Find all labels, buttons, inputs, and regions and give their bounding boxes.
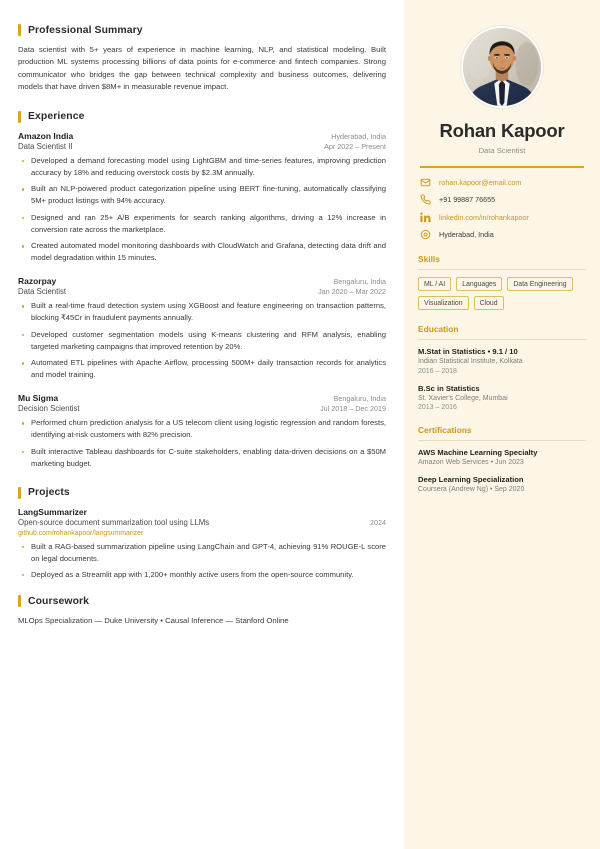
sidebar-section-education bbox=[418, 324, 586, 411]
list-item: Performed churn prediction analysis for a US telecom client using logistic regression and random forests, identifying at-risk customers with 82% precision. bbox=[18, 417, 386, 441]
job-dates: Jan 2020 – Mar 2022 bbox=[318, 287, 386, 297]
experience-item bbox=[18, 276, 386, 381]
skill-tag[interactable]: Data Engineering bbox=[507, 277, 572, 291]
sidebar-section-title: Certifications bbox=[418, 425, 472, 436]
list-item: Developed a demand forecasting model using LightGBM and time-series features, improving prediction accuracy by 18% and reducing overstock costs by $2.3M annually. bbox=[18, 155, 386, 179]
list-item: Built a RAG-based summarization pipeline using LangChain and GPT-4, achieving 91% ROUGE-L score on legal documents. bbox=[18, 541, 386, 565]
education-item bbox=[418, 347, 586, 375]
contact-location-text: Hyderabad, India bbox=[439, 230, 494, 240]
experience-header bbox=[18, 131, 386, 141]
list-item: Deployed as a Streamlit app with 1,200+ monthly active users from the open-source community. bbox=[18, 569, 386, 581]
education-years: 2016 – 2018 bbox=[418, 367, 457, 375]
section-experience bbox=[18, 111, 386, 470]
certification-item bbox=[418, 448, 586, 466]
job-title: Data Scientist II bbox=[18, 141, 73, 151]
skill-tag[interactable]: Visualization bbox=[418, 296, 469, 310]
project-year: 2024 bbox=[370, 517, 386, 527]
experience-header bbox=[18, 393, 386, 403]
contact-phone-text: +91 99887 76655 bbox=[439, 195, 496, 205]
experience-item bbox=[18, 131, 386, 264]
section-header bbox=[18, 24, 386, 36]
experience-subheader bbox=[18, 287, 386, 296]
sidebar-section-certifications bbox=[418, 425, 586, 493]
list-item: Built an NLP-powered product categorization pipeline using BERT fine-tuning, automatically classifying 5M+ product listings with 94% accuracy. bbox=[18, 183, 386, 207]
experience-subheader bbox=[18, 142, 386, 151]
sidebar-section-title: Skills bbox=[418, 254, 440, 265]
certification-meta: Amazon Web Services • Jun 2023 bbox=[418, 459, 524, 467]
section-title: Projects bbox=[28, 487, 70, 499]
experience-item bbox=[18, 393, 386, 469]
job-title: Decision Scientist bbox=[18, 404, 80, 414]
job-subtitle: Data Scientist bbox=[478, 146, 526, 155]
certification-name: Deep Learning Specialization bbox=[418, 475, 524, 485]
divider bbox=[420, 166, 584, 168]
certification-item bbox=[418, 475, 586, 493]
section-projects bbox=[18, 487, 386, 581]
section-header bbox=[18, 111, 386, 123]
contact-item-email[interactable] bbox=[418, 177, 586, 188]
page-title: Rohan Kapoor bbox=[439, 120, 565, 141]
sidebar-section-skills bbox=[418, 254, 586, 310]
list-item: Created automated model monitoring dashboards with CloudWatch and Grafana, detecting data drift and model degradation within 15 minutes. bbox=[18, 240, 386, 264]
phone-icon bbox=[420, 194, 431, 205]
sidebar-section-title: Education bbox=[418, 324, 459, 335]
degree-name: M.Stat in Statistics • 9.1 / 10 bbox=[418, 347, 518, 357]
list-item: Designed and ran 25+ A/B experiments for search ranking algorithms, driving a 12% increase in conversion rate across the marketplace. bbox=[18, 212, 386, 236]
section-title: Coursework bbox=[28, 595, 90, 607]
school-name: Indian Statistical Institute, Kolkata bbox=[418, 358, 523, 366]
section-title: Professional Summary bbox=[28, 24, 143, 36]
sidebar bbox=[404, 0, 600, 849]
project-item bbox=[18, 507, 386, 581]
achievement-list bbox=[18, 155, 386, 264]
avatar bbox=[461, 26, 543, 108]
accent-bar-icon bbox=[18, 487, 21, 499]
project-title: LangSummarizer bbox=[18, 506, 87, 517]
skill-tag[interactable]: Cloud bbox=[474, 296, 504, 310]
experience-subheader bbox=[18, 404, 386, 413]
linkedin-icon bbox=[420, 212, 431, 223]
divider bbox=[418, 339, 586, 340]
degree-name: B.Sc in Statistics bbox=[418, 383, 480, 393]
job-title: Data Scientist bbox=[18, 287, 67, 297]
divider bbox=[418, 440, 586, 441]
skill-tag[interactable]: Languages bbox=[456, 277, 502, 291]
employer-name: Amazon India bbox=[18, 130, 74, 141]
employer-location: Hyderabad, India bbox=[331, 131, 386, 141]
school-name: St. Xavier's College, Mumbai bbox=[418, 394, 508, 402]
profile-photo-illustration bbox=[463, 28, 541, 106]
project-link[interactable]: github.com/rohankapoor/langsummarizer bbox=[18, 529, 144, 537]
achievement-list bbox=[18, 300, 386, 381]
section-title: Experience bbox=[28, 111, 85, 123]
section-coursework bbox=[18, 595, 386, 627]
list-item: Built interactive Tableau dashboards for C-suite stakeholders, enabling data-driven decisions on a $50M marketing budget. bbox=[18, 446, 386, 470]
achievement-list bbox=[18, 541, 386, 581]
achievement-list bbox=[18, 417, 386, 469]
divider bbox=[418, 269, 586, 270]
contact-linkedin-text: linkedin.com/in/rohankapoor bbox=[439, 212, 529, 222]
contact-email-text: rohan.kapoor@email.com bbox=[439, 177, 522, 187]
job-dates: Jul 2018 – Dec 2019 bbox=[320, 404, 386, 414]
education-years: 2013 – 2016 bbox=[418, 404, 457, 412]
photo-container bbox=[418, 26, 586, 108]
skill-tag-list bbox=[418, 277, 586, 310]
employer-name: Mu Sigma bbox=[18, 393, 59, 404]
contact-item-linkedin[interactable] bbox=[418, 212, 586, 223]
accent-bar-icon bbox=[18, 111, 21, 123]
job-dates: Apr 2022 – Present bbox=[324, 141, 386, 151]
education-item bbox=[418, 384, 586, 412]
summary-text: Data scientist with 5+ years of experience in machine learning, NLP, and statistical modeling. Built production ML systems processing billions of data points for e-commerce and fintech companies. Strong communicator who bridges the gap between technical complexity and business outcomes, delivering models that have driven $8M+ in measurable revenue impact. bbox=[18, 45, 386, 92]
accent-bar-icon bbox=[18, 595, 21, 607]
accent-bar-icon bbox=[18, 24, 21, 36]
envelope-icon bbox=[420, 177, 431, 188]
section-header bbox=[18, 595, 386, 607]
list-item: Automated ETL pipelines with Apache Airflow, processing 500M+ daily transaction records for analytics and model training. bbox=[18, 357, 386, 381]
list-item: Developed customer segmentation models using K-means clustering and RFM analysis, enabling targeted marketing campaigns that improved retention by 20%. bbox=[18, 329, 386, 353]
contact-list bbox=[418, 177, 586, 241]
list-item: Built a real-time fraud detection system using XGBoost and feature engineering on transaction patterns, blocking ₹45Cr in fraudulent payments annually. bbox=[18, 300, 386, 324]
employer-location: Bengaluru, India bbox=[333, 277, 386, 287]
section-header bbox=[18, 487, 386, 499]
project-description: Open-source document summarization tool using LLMs bbox=[18, 517, 210, 527]
project-subheader bbox=[18, 518, 386, 527]
employer-name: Razorpay bbox=[18, 276, 57, 287]
skill-tag[interactable]: ML / AI bbox=[418, 277, 451, 291]
section-professional-summary bbox=[18, 24, 386, 94]
contact-item-phone[interactable] bbox=[418, 194, 586, 205]
contact-item-location bbox=[418, 229, 586, 240]
certification-meta: Coursera (Andrew Ng) • Sep 2020 bbox=[418, 486, 525, 494]
coursework-text: MLOps Specialization — Duke University • Causal Inference — Stanford Online bbox=[18, 616, 289, 626]
certification-name: AWS Machine Learning Specialty bbox=[418, 448, 538, 458]
location-pin-icon bbox=[420, 229, 431, 240]
employer-location: Bengaluru, India bbox=[333, 394, 386, 404]
experience-header bbox=[18, 276, 386, 286]
